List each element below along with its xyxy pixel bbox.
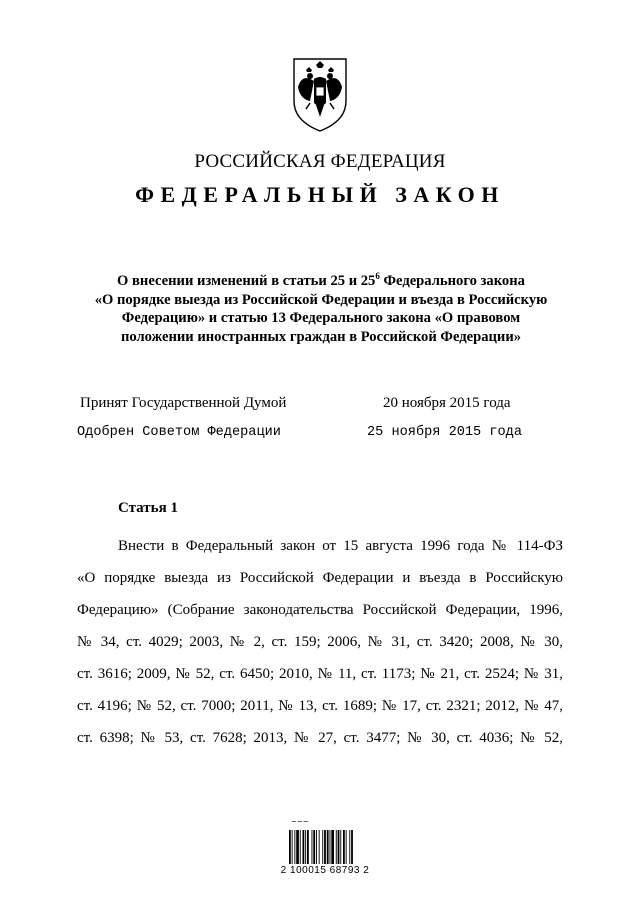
barcode-bar <box>289 830 291 864</box>
barcode-bar <box>307 830 309 864</box>
duma-adoption-date: 20 ноября 2015 года <box>383 395 511 411</box>
council-approval-label: Одобрен Советом Федерации <box>77 425 281 440</box>
barcode-bar <box>327 830 329 864</box>
law-title-line-2: «О порядке выезда из Российской Федерации и въезда в Российскую <box>94 291 548 308</box>
article-line-6: ст. 4196; № 52, ст. 7000; 2011, № 13, ст. 1689; № 17, ст. 2321; 2012, № 47, <box>77 698 563 714</box>
barcode-bar <box>305 830 306 864</box>
barcode-bar <box>340 830 341 864</box>
barcode-bar <box>294 830 295 864</box>
coat-of-arms-emblem <box>288 55 352 133</box>
barcode-bar <box>336 830 337 864</box>
law-title-line-4: положении иностранных граждан в Российской Федерации» <box>120 328 522 345</box>
article-line-3: Федерацию» (Собрание законодательства Российской Федерации, 1996, <box>77 602 563 618</box>
barcode-bar <box>316 830 317 864</box>
barcode-bar <box>351 830 353 864</box>
law-title-line-1-text: О внесении изменений в статьи 25 и 25 <box>117 273 376 289</box>
law-title-superscript: 6 <box>375 271 380 281</box>
barcode-bar <box>319 830 320 864</box>
barcode-bar <box>313 830 315 864</box>
law-title-line-3: Федерацию» и статью 13 Федерального закона «О правовом <box>121 310 521 326</box>
barcode-stamp-mark: ~~~ <box>291 818 309 826</box>
law-title <box>78 272 564 346</box>
article-line-1: Внести в Федеральный закон от 15 августа 1996 года № 114-ФЗ <box>118 538 563 554</box>
barcode-bar <box>303 830 305 864</box>
duma-adoption-label: Принят Государственной Думой <box>80 395 287 411</box>
article-line-5: ст. 3616; 2009, № 52, ст. 6450; 2010, № 11, ст. 1173; № 21, ст. 2524; № 31, <box>77 666 563 682</box>
council-approval-date: 25 ноября 2015 года <box>367 425 522 440</box>
barcode-bar <box>312 830 313 864</box>
barcode-bar <box>324 830 326 864</box>
law-type-heading: ФЕДЕРАЛЬНЫЙ ЗАКОН <box>135 182 505 207</box>
barcode-bar <box>349 830 350 864</box>
article-line-4: № 34, ст. 4029; 2003, № 2, ст. 159; 2006, № 31, ст. 3420; 2008, № 30, <box>77 634 563 650</box>
country-name: РОССИЙСКАЯ ФЕДЕРАЦИЯ <box>194 151 446 172</box>
barcode-bar <box>331 830 334 864</box>
barcode-bar <box>338 830 340 864</box>
barcode-bar <box>296 830 299 864</box>
article-line-2: «О порядке выезда из Российской Федерации и въезда в Российскую <box>77 570 563 586</box>
law-title-line-1 <box>78 272 564 291</box>
article-line-7: ст. 6398; № 53, ст. 7628; 2013, № 27, ст. 3477; № 30, ст. 4036; № 52, <box>77 730 563 746</box>
barcode-number: 2 100015 68793 2 <box>280 865 370 876</box>
law-title-line-1-tail: Федерального закона <box>379 273 525 289</box>
article-heading: Статья 1 <box>118 500 178 516</box>
barcode-bar <box>300 830 301 864</box>
barcode-bar <box>330 830 331 864</box>
barcode-bar <box>346 830 347 864</box>
barcode-bar <box>343 830 345 864</box>
barcode-bar <box>292 830 293 864</box>
barcode-bar <box>322 830 323 864</box>
